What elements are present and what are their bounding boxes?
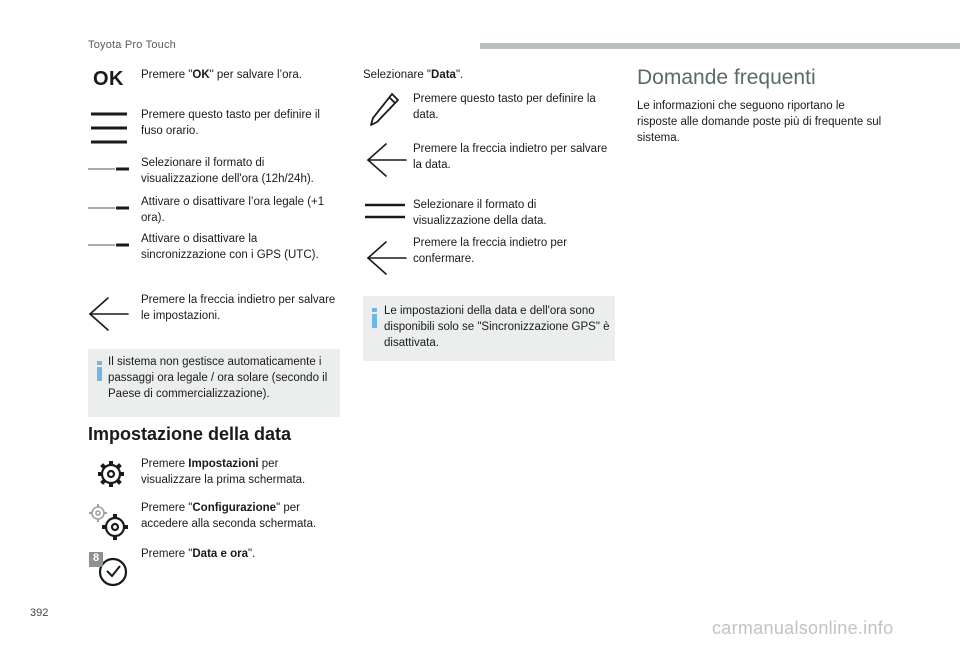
ok-text: Premere "OK" per salvare l’ora. bbox=[141, 69, 302, 81]
settings-text: Premere Impostazioni per visualizzare la prima schermata. bbox=[141, 458, 306, 486]
step-badge: 8 bbox=[93, 552, 100, 564]
menu-icon bbox=[90, 111, 128, 145]
note-text-middle: Le impostazioni della data e dell'ora sono disponibili solo se "Sincronizzazione GPS" è disattivata. bbox=[384, 305, 610, 349]
pen-text: Premere questo tasto per definire la data. bbox=[413, 93, 596, 121]
faq-text: Le informazioni che seguono riportano le risposte alle domande poste più di frequente sul sistema. bbox=[637, 100, 882, 144]
format-text: Selezionare il formato di visualizzazione dell'ora (12h/24h). bbox=[141, 157, 314, 185]
back-arrow-icon bbox=[366, 240, 408, 276]
dst-text: Attivare o disattivare l’ora legale (+1 ora). bbox=[141, 196, 325, 224]
header-bar bbox=[480, 43, 960, 49]
clock-icon bbox=[88, 552, 130, 588]
section-title-date: Impostazione della data bbox=[88, 424, 292, 444]
back-arrow-icon bbox=[366, 142, 408, 178]
back-confirm-text: Premere la freccia indietro per confermare. bbox=[413, 237, 568, 265]
back-arrow-icon bbox=[88, 296, 130, 332]
info-note-left bbox=[88, 349, 340, 417]
info-note-middle bbox=[363, 296, 615, 361]
note-text-left: Il sistema non gestisce automaticamente i passaggi ora legale / ora solare (secondo il Paese di commercializzazione). bbox=[108, 356, 328, 400]
gps-text: Attivare o disattivare la sincronizzazione con i GPS (UTC). bbox=[141, 233, 319, 261]
config-text: Premere "Configurazione" per accedere alla seconda schermata. bbox=[141, 502, 317, 530]
toggle-line-icon bbox=[88, 166, 130, 172]
double-gear-icon bbox=[88, 503, 130, 543]
back-date-text: Premere la freccia indietro per salvare la data. bbox=[413, 143, 608, 171]
page-number: 392 bbox=[30, 607, 49, 619]
date-format-text: Selezionare il formato di visualizzazione della data. bbox=[413, 199, 547, 227]
faq-title: Domande frequenti bbox=[637, 66, 816, 89]
format-bar-icon bbox=[365, 203, 405, 219]
pen-icon bbox=[368, 92, 400, 128]
menu-text: Premere questo tasto per definire il fuso orario. bbox=[141, 109, 320, 137]
info-icon bbox=[372, 308, 377, 328]
back-text: Premere la freccia indietro per salvare le impostazioni. bbox=[141, 294, 336, 322]
watermark: carmanualsonline.info bbox=[712, 618, 894, 638]
toggle-line-icon bbox=[88, 205, 130, 211]
toggle-line-icon bbox=[88, 242, 130, 248]
select-date-text: Selezionare "Data". bbox=[363, 69, 464, 81]
gear-icon bbox=[97, 460, 125, 488]
ok-icon: OK bbox=[93, 68, 124, 90]
header-title: Toyota Pro Touch bbox=[88, 39, 176, 51]
info-icon bbox=[97, 361, 102, 381]
date-time-text: Premere "Data e ora". bbox=[141, 548, 256, 560]
